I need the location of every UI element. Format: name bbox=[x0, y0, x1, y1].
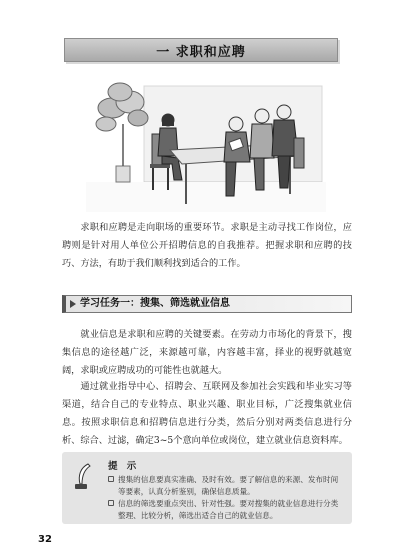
chapter-title: 一 求职和应聘 bbox=[64, 38, 338, 62]
tip-item bbox=[108, 474, 344, 498]
learning-task-title: 学习任务一：搜集、筛选就业信息 bbox=[80, 298, 230, 309]
job-interview-illustration bbox=[86, 78, 326, 212]
triangle-marker-icon bbox=[70, 300, 76, 308]
tip-title: 提 示 bbox=[108, 461, 140, 472]
tip-item-text: 信息的筛选要重点突出、针对性强。要对搜集的就业信息进行分类整理、比较分析，筛选出适合自己的就业信息。 bbox=[118, 499, 339, 520]
tip-item-text: 搜集的信息要真实准确、及时有效。要了解信息的来源、发布时间等要素，认真分析鉴别，确保信息质量。 bbox=[118, 475, 339, 496]
quill-pen-icon bbox=[72, 462, 94, 490]
square-bullet-icon bbox=[108, 476, 114, 482]
tip-item bbox=[108, 498, 344, 522]
learning-task-heading bbox=[62, 295, 352, 313]
tip-box bbox=[62, 452, 352, 524]
body-paragraph: 通过就业指导中心、招聘会、互联网及参加社会实践和毕业实习等渠道，结合自己的专业特点、职业兴趣、职业目标，广泛搜集就业信息。按照求职信息和招聘信息进行分类，然后分别对两类信息进行分析、综合、过滤，确定3~5个意向单位或岗位，建立就业信息资料库。 bbox=[62, 381, 352, 446]
body-paragraph: 就业信息是求职和应聘的关键要素。在劳动力市场化的背景下，搜集信息的途径越广泛，来源越可靠，内容越丰富，择业的视野就越宽阔，求职或应聘成功的可能性也就越大。 bbox=[62, 329, 352, 376]
potted-plant bbox=[96, 83, 148, 182]
square-bullet-icon bbox=[108, 500, 114, 506]
intro-paragraph: 求职和应聘是走向职场的重要环节。求职是主动寻找工作岗位，应聘则是针对用人单位公开招聘信息的自我推荐。把握求职和应聘的技巧、方法，有助于我们顺利找到适合的工作。 bbox=[62, 222, 352, 269]
page-number: 32 bbox=[38, 534, 52, 545]
